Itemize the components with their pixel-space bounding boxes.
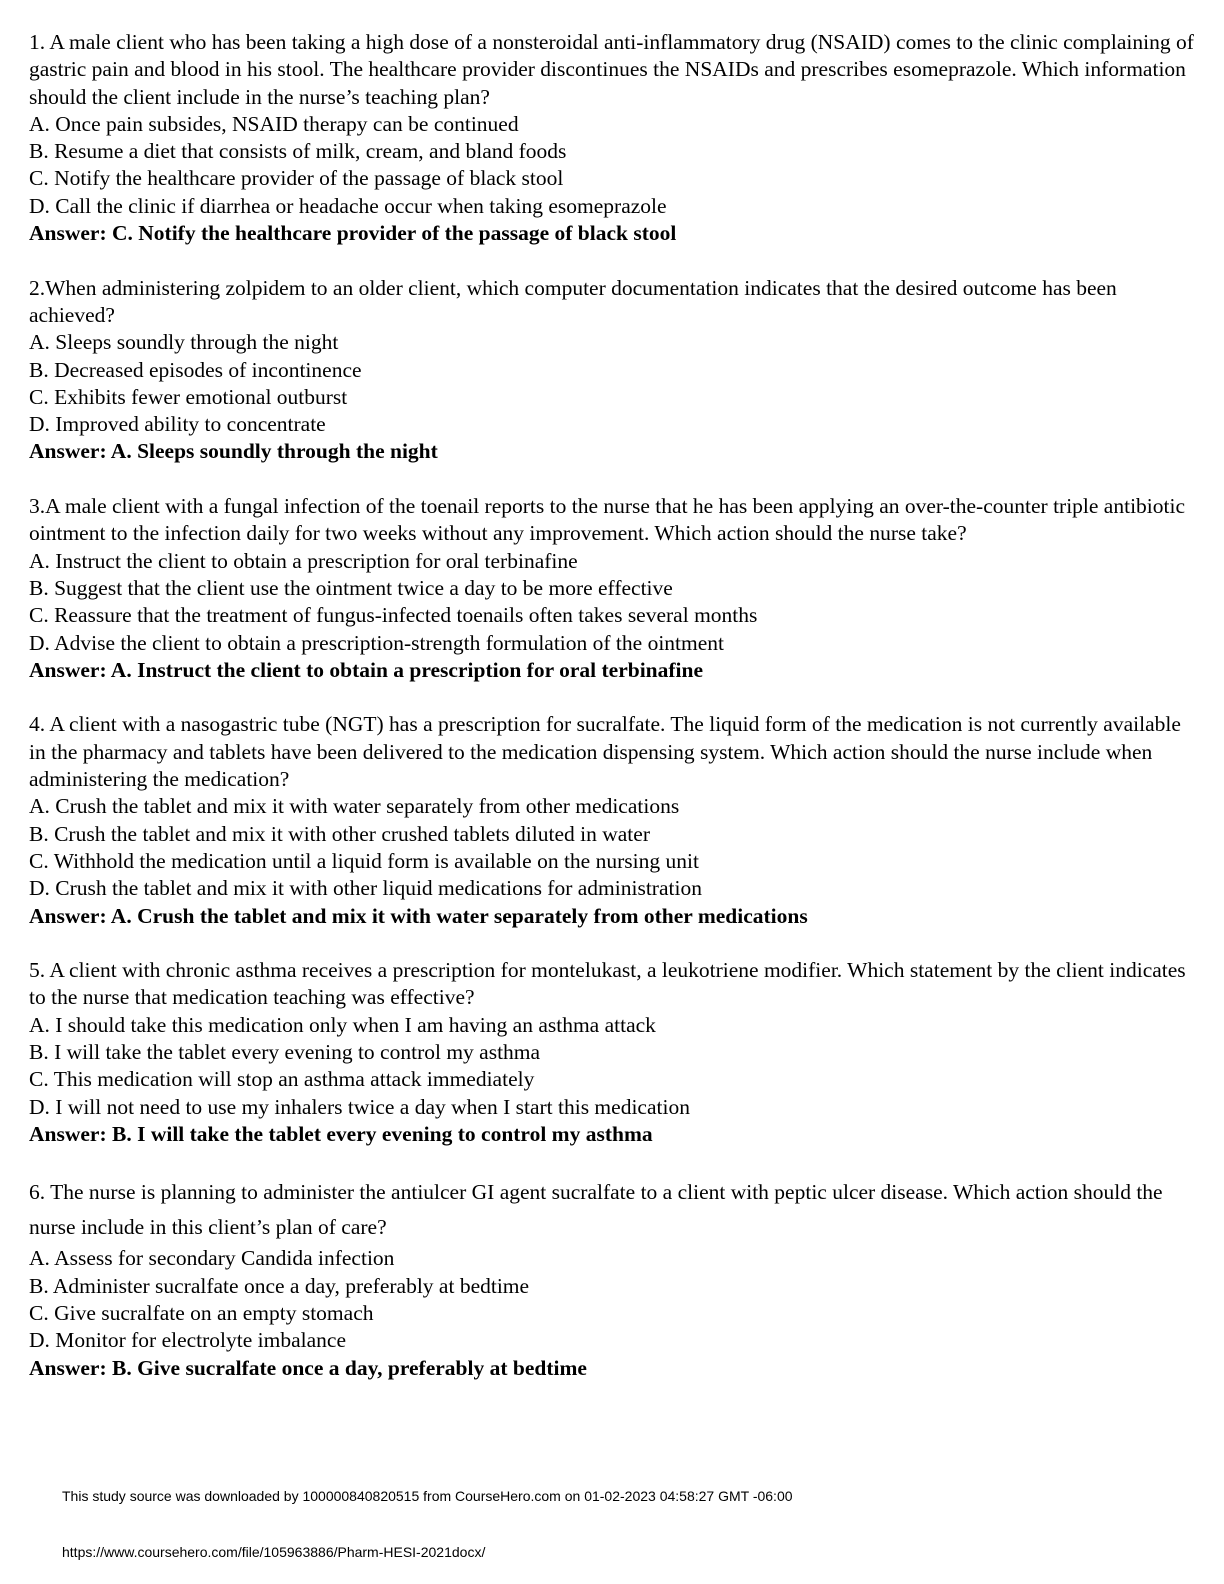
question-3-option-b: B. Suggest that the client use the ointment twice a day to be more effective <box>29 575 673 600</box>
question-3-option-c: C. Reassure that the treatment of fungus-infected toenails often takes several months <box>29 603 758 628</box>
source-url: https://www.coursehero.com/file/105963886/Pharm-HESI-2021docx/ <box>62 1544 486 1560</box>
question-1-option-d: D. Call the clinic if diarrhea or headache occur when taking esomeprazole <box>29 193 667 218</box>
question-2-option-d: D. Improved ability to concentrate <box>29 412 326 437</box>
question-5-answer: Answer: B. I will take the tablet every evening to control my asthma <box>29 1121 653 1146</box>
question-5-option-d: D. I will not need to use my inhalers twice a day when I start this medication <box>29 1094 690 1119</box>
question-2-stem: 2.When administering zolpidem to an older client, which computer documentation indicates that the desired outcome has been achieved? <box>29 275 1117 327</box>
question-6-option-b: B. Administer sucralfate once a day, preferably at bedtime <box>29 1273 530 1298</box>
question-5 <box>29 957 1195 1148</box>
question-6-option-d: D. Monitor for electrolyte imbalance <box>29 1328 347 1353</box>
spacer <box>29 684 1195 711</box>
spacer <box>29 930 1195 957</box>
question-1-answer: Answer: C. Notify the healthcare provider of the passage of black stool <box>29 221 677 246</box>
question-4-answer: Answer: A. Crush the tablet and mix it with water separately from other medications <box>29 903 808 928</box>
question-1-option-b: B. Resume a diet that consists of milk, cream, and bland foods <box>29 139 567 164</box>
question-5-option-b: B. I will take the tablet every evening to control my asthma <box>29 1039 541 1064</box>
question-4-option-c: C. Withhold the medication until a liquid form is available on the nursing unit <box>29 848 699 873</box>
question-4-option-d: D. Crush the tablet and mix it with other liquid medications for administration <box>29 876 702 901</box>
question-4 <box>29 711 1195 929</box>
question-2-option-c: C. Exhibits fewer emotional outburst <box>29 384 348 409</box>
spacer <box>29 466 1195 493</box>
question-2-option-b: B. Decreased episodes of incontinence <box>29 357 362 382</box>
spacer <box>29 1148 1195 1175</box>
question-4-option-a: A. Crush the tablet and mix it with water separately from other medications <box>29 794 680 819</box>
question-2-option-a: A. Sleeps soundly through the night <box>29 330 339 355</box>
question-3-option-a: A. Instruct the client to obtain a prescription for oral terbinafine <box>29 548 578 573</box>
question-5-option-a: A. I should take this medication only when I am having an asthma attack <box>29 1012 656 1037</box>
document-body <box>29 29 1195 1382</box>
question-3-answer: Answer: A. Instruct the client to obtain a prescription for oral terbinafine <box>29 657 704 682</box>
question-6-answer: Answer: B. Give sucralfate once a day, preferably at bedtime <box>29 1355 587 1380</box>
question-3 <box>29 493 1195 684</box>
question-2 <box>29 275 1195 466</box>
question-1 <box>29 29 1195 247</box>
spacer <box>29 247 1195 274</box>
question-1-option-a: A. Once pain subsides, NSAID therapy can be continued <box>29 111 519 136</box>
question-6-stem: 6. The nurse is planning to administer the antiulcer GI agent sucralfate to a client with peptic ulcer disease. Which action should the nurse include in this client’s plan of care? <box>29 1180 1163 1240</box>
question-4-stem: 4. A client with a nasogastric tube (NGT) has a prescription for sucralfate. The liquid form of the medication is not currently available in the pharmacy and tablets have been delivered to the medication dispensing system. Which action should the nurse include when administering the medication? <box>29 712 1181 792</box>
question-6-option-c: C. Give sucralfate on an empty stomach <box>29 1301 374 1326</box>
question-1-option-c: C. Notify the healthcare provider of the passage of black stool <box>29 166 564 191</box>
question-1-stem: 1. A male client who has been taking a high dose of a nonsteroidal anti-inflammatory drug (NSAID) comes to the clinic complaining of gastric pain and blood in his stool. The healthcare provider discontinues the NSAIDs and prescribes esomeprazole. Which information should the client include in the nurse’s teaching plan? <box>29 30 1194 109</box>
question-6-option-a: A. Assess for secondary Candida infection <box>29 1246 395 1271</box>
question-6 <box>29 1175 1195 1381</box>
question-5-option-c: C. This medication will stop an asthma attack immediately <box>29 1067 535 1092</box>
download-notice: This study source was downloaded by 100000840820515 from CourseHero.com on 01-02-2023 04:58:27 GMT -06:00 <box>62 1488 793 1504</box>
question-3-option-d: D. Advise the client to obtain a prescription-strength formulation of the ointment <box>29 630 725 655</box>
question-2-answer: Answer: A. Sleeps soundly through the night <box>29 439 438 464</box>
question-4-option-b: B. Crush the tablet and mix it with other crushed tablets diluted in water <box>29 821 650 846</box>
question-3-stem: 3.A male client with a fungal infection of the toenail reports to the nurse that he has been applying an over-the-counter triple antibiotic ointment to the infection daily for two weeks without any improvement. Which action should the nurse take? <box>29 494 1186 546</box>
question-5-stem: 5. A client with chronic asthma receives a prescription for montelukast, a leukotriene modifier. Which statement by the client indicates to the nurse that medication teaching was effective? <box>29 958 1186 1010</box>
